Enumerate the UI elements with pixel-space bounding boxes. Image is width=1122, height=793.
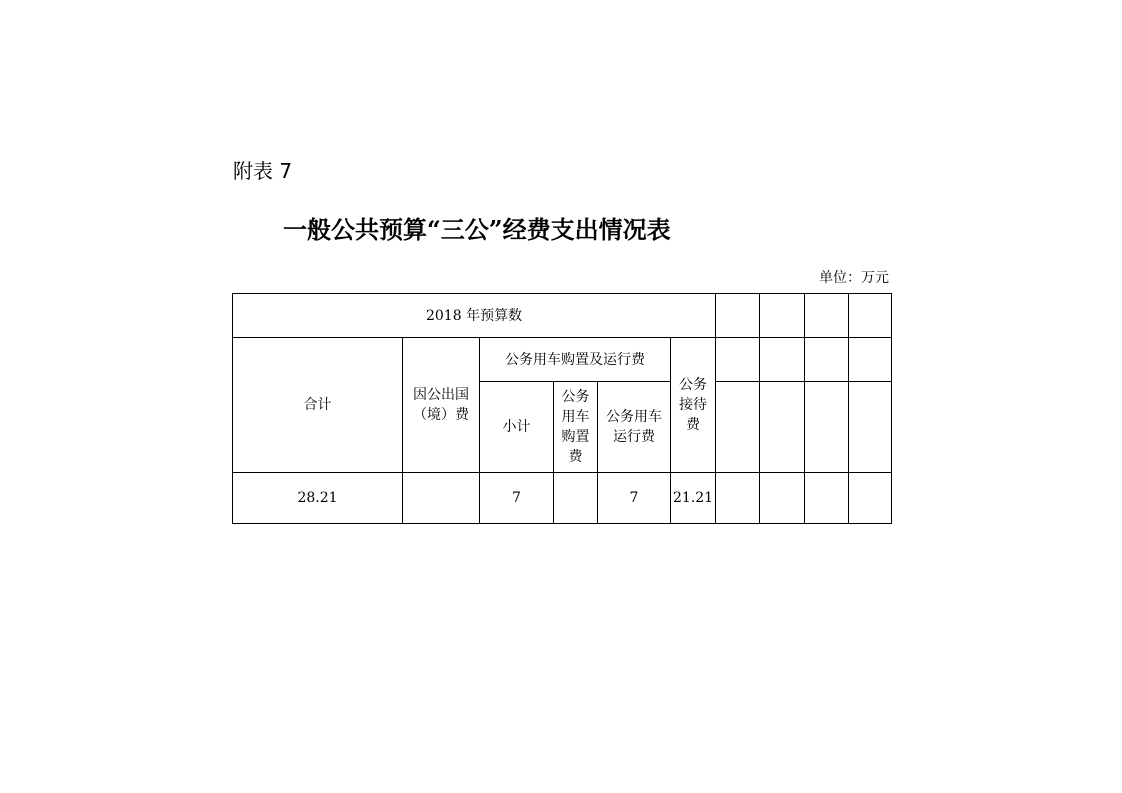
blank-cell [805, 382, 849, 473]
blank-cell [760, 382, 805, 473]
page-title: 一般公共预算“三公”经费支出情况表 [283, 215, 671, 244]
header-reception: 公务接待费 [671, 338, 716, 473]
blank-cell [849, 338, 892, 382]
blank-cell [805, 338, 849, 382]
blank-cell [716, 338, 760, 382]
attachment-label: 附表 7 [233, 159, 293, 183]
blank-cell [849, 294, 892, 338]
blank-cell [849, 473, 892, 524]
blank-cell [716, 294, 760, 338]
blank-cell [849, 382, 892, 473]
blank-cell [805, 294, 849, 338]
unit-label: 单位：万元 [819, 270, 889, 286]
blank-cell [805, 473, 849, 524]
blank-cell [716, 473, 760, 524]
budget-table [232, 293, 892, 524]
value-reception: 21.21 [671, 473, 716, 524]
header-vehicle-subtotal: 小计 [480, 382, 554, 473]
value-vehicle-subtotal: 7 [480, 473, 554, 524]
value-vehicle-purchase [554, 473, 598, 524]
blank-cell [760, 294, 805, 338]
header-vehicle-group: 公务用车购置及运行费 [480, 338, 671, 382]
blank-cell [716, 382, 760, 473]
value-overseas [403, 473, 480, 524]
blank-cell [760, 338, 805, 382]
year-header: 2018 年预算数 [233, 294, 716, 338]
value-vehicle-operation: 7 [598, 473, 671, 524]
header-vehicle-purchase: 公务用车购置费 [554, 382, 598, 473]
blank-cell [760, 473, 805, 524]
header-total: 合计 [233, 338, 403, 473]
header-vehicle-operation: 公务用车运行费 [598, 382, 671, 473]
value-total: 28.21 [233, 473, 403, 524]
header-overseas: 因公出国（境）费 [403, 338, 480, 473]
